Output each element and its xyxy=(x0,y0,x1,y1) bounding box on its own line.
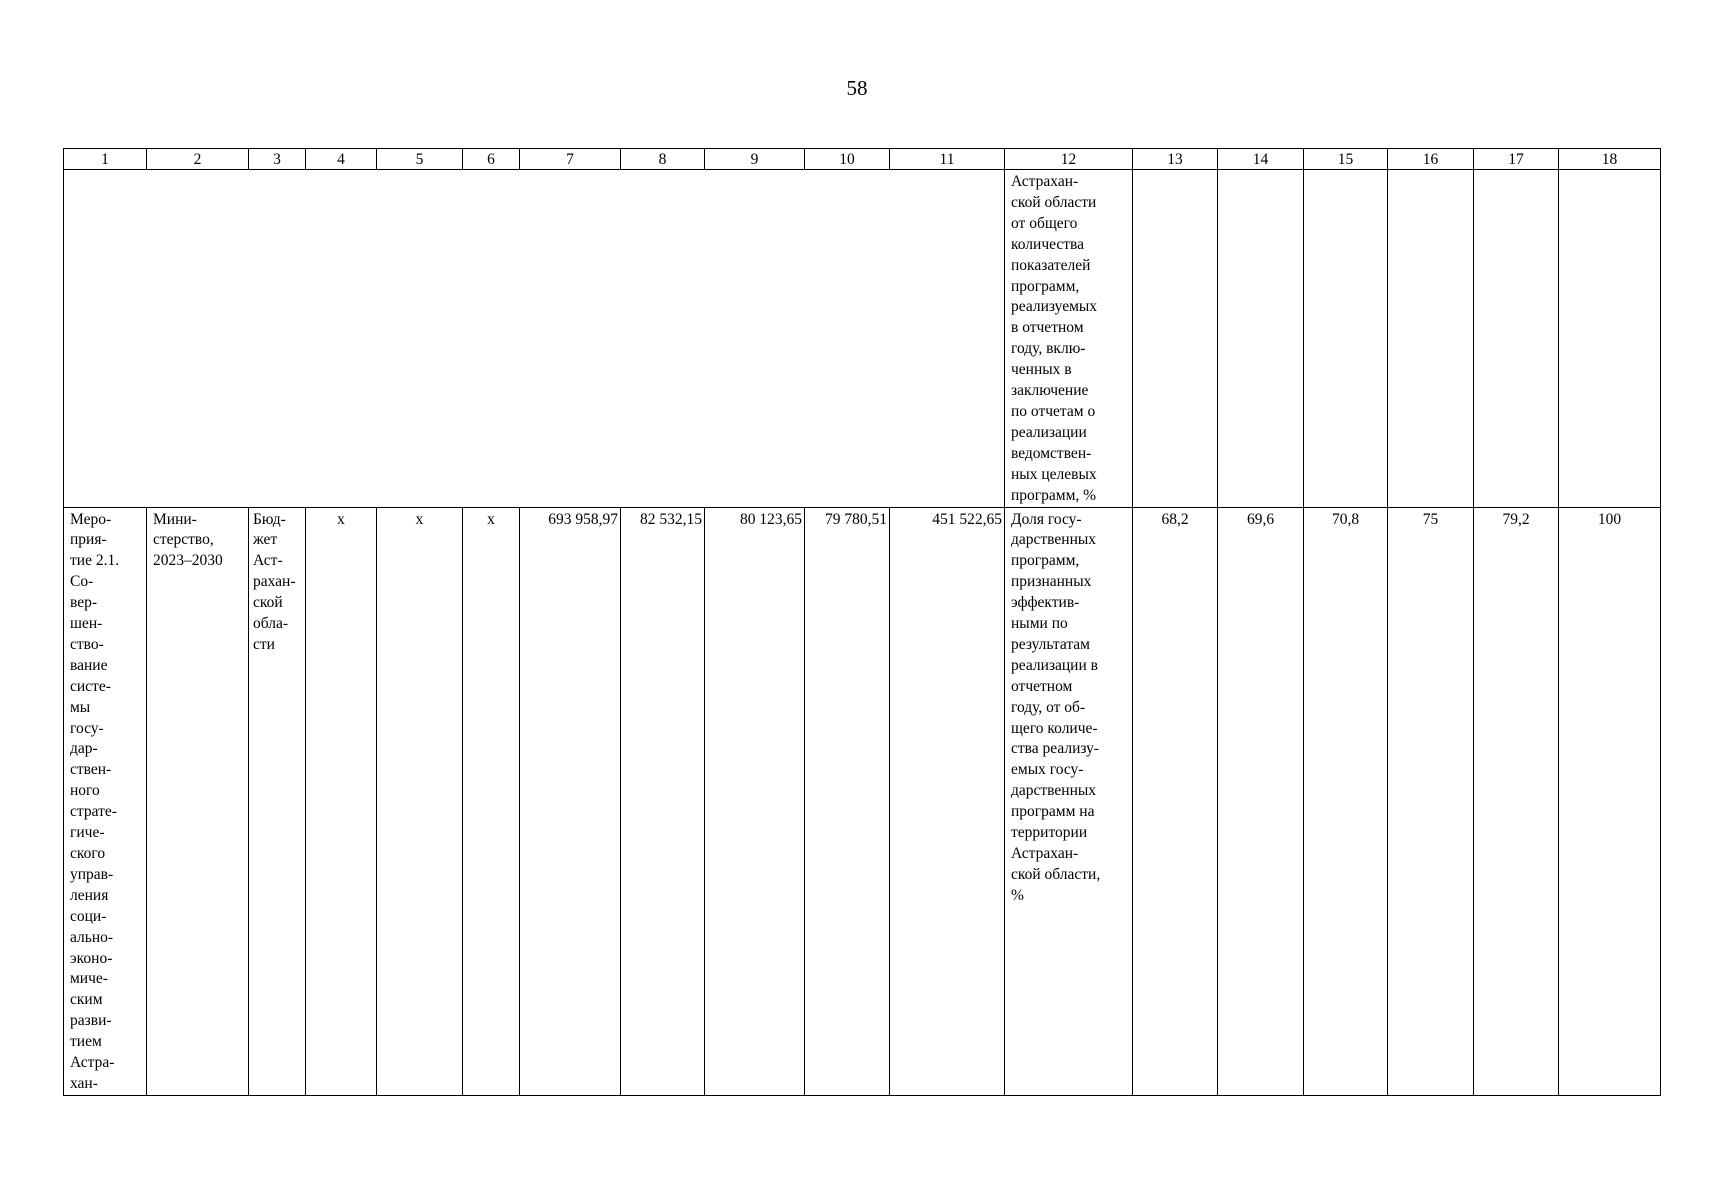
column-number: 4 xyxy=(306,149,377,170)
amount-cell-8: 82 532,15 xyxy=(621,507,705,1095)
column-number: 1 xyxy=(64,149,147,170)
column-number: 13 xyxy=(1133,149,1218,170)
empty-cell xyxy=(1304,170,1388,508)
amount-cell-9: 80 123,65 xyxy=(705,507,805,1095)
column-number: 8 xyxy=(621,149,705,170)
empty-cell xyxy=(1218,170,1304,508)
value-cell-5: х xyxy=(377,507,463,1095)
column-number-row xyxy=(64,149,1661,170)
amount-cell-11: 451 522,65 xyxy=(890,507,1005,1095)
column-number: 9 xyxy=(705,149,805,170)
column-number: 5 xyxy=(377,149,463,170)
column-number: 16 xyxy=(1388,149,1474,170)
amount-cell-10: 79 780,51 xyxy=(805,507,890,1095)
executor-cell: Мини- стерство, 2023–2030 xyxy=(147,507,249,1095)
column-number: 2 xyxy=(147,149,249,170)
table-row-continuation xyxy=(64,170,1661,508)
target-value-cell-16: 75 xyxy=(1388,507,1474,1095)
column-number: 17 xyxy=(1474,149,1559,170)
value-cell-6: х xyxy=(463,507,520,1095)
empty-cell xyxy=(1474,170,1559,508)
column-number: 12 xyxy=(1005,149,1133,170)
table-row-measure xyxy=(64,507,1661,1095)
empty-cell xyxy=(1559,170,1661,508)
value-cell-4: х xyxy=(306,507,377,1095)
column-number: 11 xyxy=(890,149,1005,170)
indicator-cell: Астрахан- ской области от общего количества показателей программ, реализуемых в отчетном году, вклю- ченных в заключение по отчетам о реализации ведомствен- ных целевых программ, % xyxy=(1005,170,1133,508)
target-value-cell-14: 69,6 xyxy=(1218,507,1304,1095)
column-number: 14 xyxy=(1218,149,1304,170)
measure-name-cell: Меро- прия- тие 2.1. Со- вер- шен- ство- вание систе- мы госу- дар- ствен- ного страте- гиче- ского управ- ления соци- ально- эконо- миче- ским разви- тием Астра- хан- xyxy=(64,507,147,1095)
target-value-cell-15: 70,8 xyxy=(1304,507,1388,1095)
amount-total-cell: 693 958,97 xyxy=(520,507,621,1095)
merged-empty-cell xyxy=(64,170,1005,508)
target-value-cell-17: 79,2 xyxy=(1474,507,1559,1095)
data-table xyxy=(63,148,1661,1096)
page-number: 58 xyxy=(846,76,868,100)
column-number: 15 xyxy=(1304,149,1388,170)
column-number: 3 xyxy=(249,149,306,170)
empty-cell xyxy=(1388,170,1474,508)
column-number: 18 xyxy=(1559,149,1661,170)
column-number: 6 xyxy=(463,149,520,170)
indicator-cell: Доля госу- дарственных программ, признанных эффектив- ными по результатам реализации в отчетном году, от об- щего количе- ства реализу- емых госу- дарственных программ на территории Астрахан- ской области, % xyxy=(1005,507,1133,1095)
empty-cell xyxy=(1133,170,1218,508)
column-number: 10 xyxy=(805,149,890,170)
funding-source-cell: Бюд- жет Аст- рахан- ской обла- сти xyxy=(249,507,306,1095)
column-number: 7 xyxy=(520,149,621,170)
target-value-cell-13: 68,2 xyxy=(1133,507,1218,1095)
target-value-cell-18: 100 xyxy=(1559,507,1661,1095)
